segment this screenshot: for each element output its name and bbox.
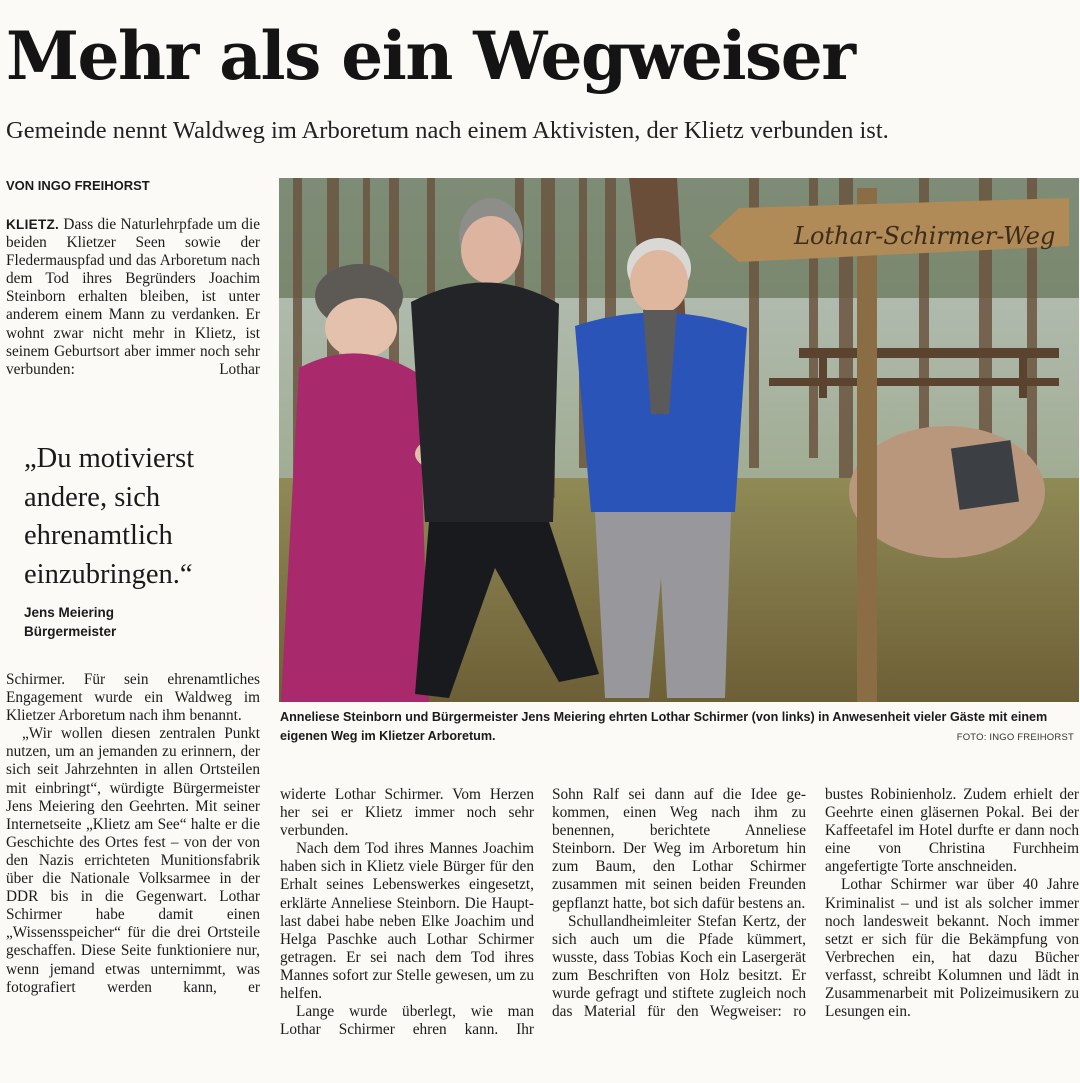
pull-quote-attribution (24, 603, 264, 641)
paragraph: „Wir wollen diesen zentralen Punkt nutzen, um an jemanden zu erinnern, der sich seit Jahrzehnten in allen Ortsteilen mit einbringt“, würdigte Bürgermeister Jens Meiering den Geehrten. Mit seiner Internetseite „Klietz am See“ halte er die Geschichte des Ortes fest – von der von den Nazis errichteten Munitionsfabrik über die Nationale Volksarmee in der DDR bis in die Gegenwart. Lothar Schirmer habe damit einen „Wissensspeicher“ für die drei Ortsteile geschaffen. Diese Seite funktioniere nur, wenn jemand etwas unternimmt, was fotografiert werden kann, er (6, 725, 260, 996)
pull-quote-text: „Du motivierst andere, sich ehrenamtlich einzubringen.“ (24, 443, 195, 590)
paragraph: Nach dem Tod ihres Mannes Joachim haben sich in Klietz viele Bürger für den Erhalt seines Lebenswerkes eingesetzt, erklärte Anneliese Steinborn. Die Hauptlast dabei habe neben Elke Joachim und Helga Paschke auch Lothar Schirmer getragen. Er sei nach dem Tod ihres Mannes sofort zur Stelle gewesen, um zu helfen. (280, 840, 534, 1003)
byline: VON INGO FREIHORST (6, 178, 150, 193)
column-3 (552, 786, 806, 1021)
paragraph: Lothar Schirmer war über 40 Jahre Kriminalist – und ist als solcher immer noch landesweit bekannt. Noch immer setzt er sich für die Bekämpfung von Verbrechen ein, hat dazu Bücher verfasst, schreibt Kolumnen und lädt in Zusammenarbeit mit Polizeimusikern zu Lesungen ein. (825, 876, 1079, 1021)
photo-caption: Anneliese Steinborn und Bürgermeister Jens Meiering ehrten Lothar Schirmer (von links) in Anwesenheit vieler Gäste mit einem eigenen Weg im Klietzer Arboretum. (280, 710, 1048, 743)
headline: Mehr als ein Wegweiser (6, 17, 855, 95)
pull-quote-role: Bürgermeister (24, 624, 117, 639)
photo-credit: FOTO: INGO FREIHORST (956, 732, 1074, 743)
paragraph: bustes Robinienholz. Zudem erhielt der Geehrte einen gläsernen Pokal. Bei der Kaffeetafel im Hotel durfte er dann noch eine von Christina Furchheim angefertigte Torte anschneiden. (825, 786, 1079, 876)
paragraph: Schirmer. Für sein ehrenamtliches Engagement wurde ein Waldweg im Klietzer Arboretum nach ihm benannt. (6, 671, 260, 725)
pull-quote (24, 440, 264, 641)
subheadline: Gemeinde nennt Waldweg im Arboretum nach einem Aktivisten, der Klietz verbunden ist. (6, 117, 889, 144)
intro-text: Dass die Naturlehrpfade um die beiden Klietzer Seen sowie der Fledermauspfad und das Arboretum nach dem Tod ihres Begründers Joachim Steinborn erhalten bleiben, ist unter anderem einem Mann zu verdanken. Er wohnt zwar nicht mehr in Klietz, ist seinem Geburtsort aber immer noch sehr verbunden: Lothar (6, 216, 260, 378)
column-1-lower (6, 671, 260, 997)
column-4 (825, 786, 1079, 1021)
pull-quote-name: Jens Meiering (24, 605, 115, 620)
paragraph: widerte Lothar Schirmer. Vom Herzen her sei er Klietz immer noch sehr verbunden. (280, 786, 534, 840)
article-photo (279, 178, 1079, 702)
column-1-top (6, 216, 260, 379)
paragraph: Sohn Ralf sei dann auf die Idee gekommen, einen Weg nach ihm zu benennen, berichtete Anneliese Steinborn. Der Weg im Arboretum hin zum Baum, den Lothar Schirmer zusammen mit seinen beiden Freunden gepflanzt hatte, bot sich dafür bestens an. (552, 786, 806, 912)
column-2 (280, 786, 534, 1039)
paragraph: Lange wurde überlegt, wie man Lothar Schirmer ehren kann. Ihr (280, 1003, 534, 1039)
paragraph: Schullandheimleiter Stefan Kertz, der sich auch um die Pfade kümmert, wusste, dass Tobias Koch ein Lasergerät zum Beschriften von Holz besitzt. Er wurde gefragt und stiftete zugleich noch das Material für den Wegweiser: ro (552, 912, 806, 1021)
dateline: KLIETZ. (6, 217, 60, 232)
sign-text: Lothar-Schirmer-Weg (794, 222, 1056, 250)
